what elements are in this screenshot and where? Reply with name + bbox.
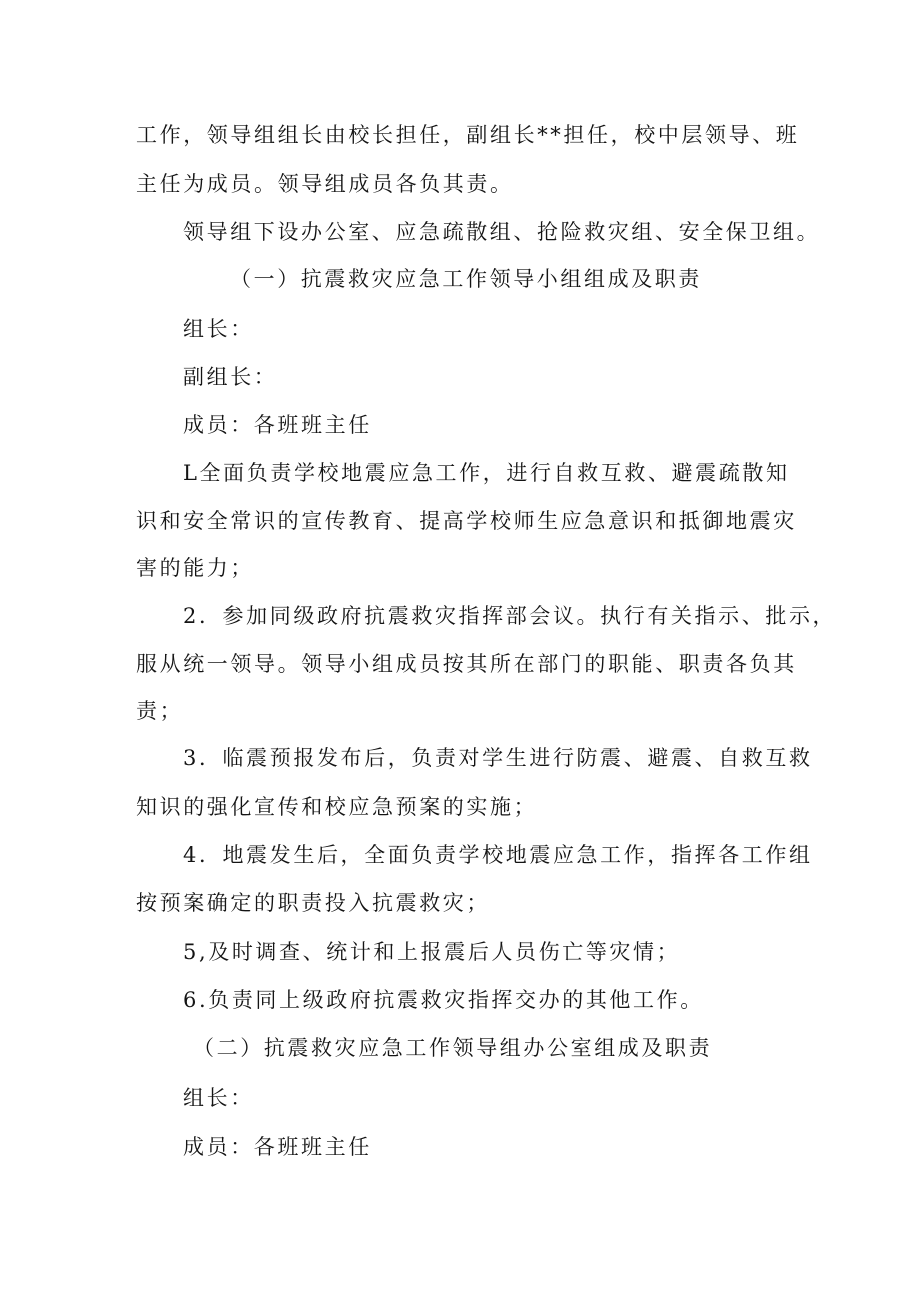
body-text-line: 知识的强化宣传和校应急预案的实施； <box>136 795 538 819</box>
deputy-leader-line: 副组长： <box>183 365 278 389</box>
duty-item-6: 6.负责同上级政府抗震救灾指挥交办的其他工作。 <box>183 988 704 1012</box>
duty-item-1: L全面负责学校地震应急工作，进行自救互救、避震疏散知 <box>183 461 790 485</box>
section-heading: （二）抗震救灾应急工作领导组办公室组成及职责 <box>193 1036 713 1060</box>
section-heading: （一）抗震救灾应急工作领导小组组成及职责 <box>230 267 702 291</box>
members-line: 成员：各班班主任 <box>183 413 372 437</box>
body-text-line: 主任为成员。领导组成员各负其责。 <box>136 172 514 196</box>
body-text-line: 责； <box>136 699 184 723</box>
body-text-line: 服从统一领导。领导小组成员按其所在部门的职能、职责各负其 <box>136 652 797 676</box>
body-text-line: 按预案确定的职责投入抗震救灾； <box>136 891 490 915</box>
leader-line: 组长： <box>183 317 254 341</box>
duty-item-3: 3．临震预报发布后，负责对学生进行防震、避震、自救互救 <box>183 746 813 770</box>
body-text-line: 害的能力； <box>136 556 254 580</box>
body-text-line: 工作，领导组组长由校长担任，副组长**担任，校中层领导、班 <box>136 123 800 147</box>
members-line: 成员：各班班主任 <box>183 1135 372 1159</box>
duty-item-5: 5,及时调查、统计和上报震后人员伤亡等灾情； <box>183 940 681 964</box>
duty-item-4: 4．地震发生后，全面负责学校地震应急工作，指挥各工作组 <box>183 843 813 867</box>
leader-line: 组长： <box>183 1086 254 1110</box>
duty-item-2: 2．参加同级政府抗震救灾指挥部会议。执行有关指示、批示， <box>183 604 837 628</box>
body-text-line: 识和安全常识的宣传教育、提高学校师生应急意识和抵御地震灾 <box>136 509 797 533</box>
body-text-line: 领导组下设办公室、应急疏散组、抢险救灾组、安全保卫组。 <box>183 220 821 244</box>
